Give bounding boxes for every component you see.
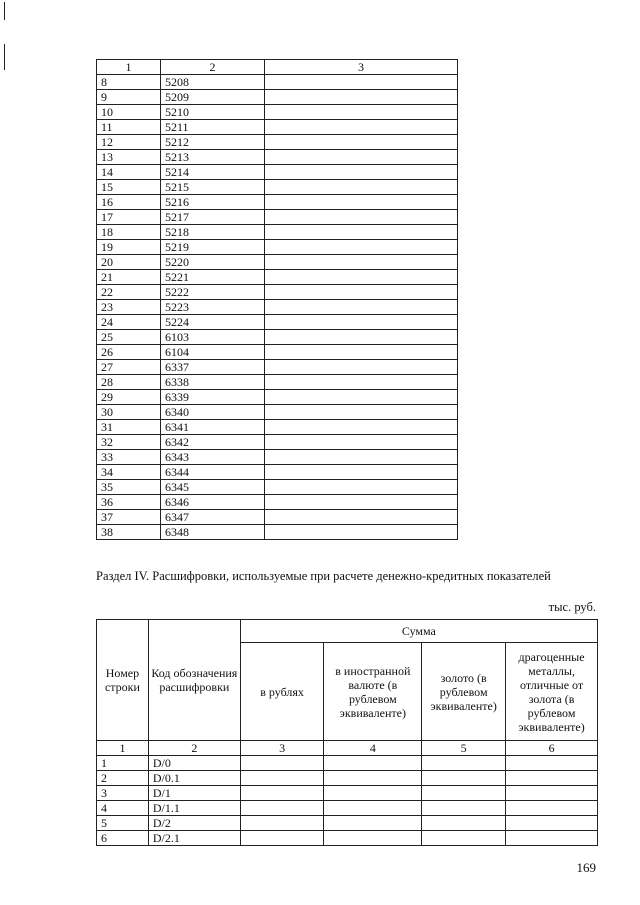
row-number: 2: [97, 771, 149, 786]
table-row: [97, 375, 458, 390]
table-row: [97, 300, 458, 315]
table-row: [97, 345, 458, 360]
codes-header-col-1: 1: [97, 60, 161, 75]
table-row: [97, 525, 458, 540]
table-row: [97, 360, 458, 375]
table-row: [97, 180, 458, 195]
row-value: [265, 135, 458, 150]
row-value: [265, 525, 458, 540]
row-number: 36: [97, 495, 161, 510]
row-number: 32: [97, 435, 161, 450]
row-value: [265, 240, 458, 255]
row-number: 9: [97, 90, 161, 105]
table-row: [97, 210, 458, 225]
row-value: [265, 360, 458, 375]
col-number-5: 5: [422, 741, 506, 756]
row-number: 14: [97, 165, 161, 180]
row-value: [265, 165, 458, 180]
row-number: 29: [97, 390, 161, 405]
sum-metals: [506, 771, 598, 786]
row-value: [265, 480, 458, 495]
row-code: 6104: [161, 345, 265, 360]
row-value: [265, 120, 458, 135]
sum-rub: [240, 771, 324, 786]
row-value: [265, 255, 458, 270]
row-number: 13: [97, 150, 161, 165]
header-sum: Сумма: [240, 620, 597, 643]
header-row-number: Номер строки: [97, 620, 149, 741]
row-code: D/0: [148, 756, 240, 771]
row-value: [265, 270, 458, 285]
row-code: 5220: [161, 255, 265, 270]
row-number: 5: [97, 816, 149, 831]
row-value: [265, 75, 458, 90]
row-value: [265, 195, 458, 210]
sum-fx: [324, 816, 422, 831]
table-row: [97, 315, 458, 330]
row-value: [265, 330, 458, 345]
sum-gold: [422, 831, 506, 846]
row-number: 12: [97, 135, 161, 150]
row-value: [265, 90, 458, 105]
decode-header-row-1: [97, 620, 598, 643]
col-number-3: 3: [240, 741, 324, 756]
table-row: [97, 831, 598, 846]
row-number: 21: [97, 270, 161, 285]
row-code: 6348: [161, 525, 265, 540]
scan-edge-mark: [4, 44, 5, 70]
table-row: [97, 225, 458, 240]
row-number: 34: [97, 465, 161, 480]
table-row: [97, 816, 598, 831]
sum-fx: [324, 771, 422, 786]
table-row: [97, 405, 458, 420]
row-code: 6340: [161, 405, 265, 420]
row-code: 5210: [161, 105, 265, 120]
table-row: [97, 480, 458, 495]
row-value: [265, 210, 458, 225]
units-label: тыс. руб.: [548, 600, 596, 614]
row-number: 28: [97, 375, 161, 390]
header-gold: золото (в рублевом эквиваленте): [422, 643, 506, 741]
sum-fx: [324, 786, 422, 801]
row-number: 22: [97, 285, 161, 300]
row-number: 37: [97, 510, 161, 525]
sum-gold: [422, 801, 506, 816]
row-number: 30: [97, 405, 161, 420]
sum-rub: [240, 816, 324, 831]
row-number: 31: [97, 420, 161, 435]
row-code: 5213: [161, 150, 265, 165]
sum-metals: [506, 816, 598, 831]
table-row: [97, 165, 458, 180]
row-code: 6344: [161, 465, 265, 480]
row-code: 6337: [161, 360, 265, 375]
table-row: [97, 465, 458, 480]
row-value: [265, 315, 458, 330]
table-row: [97, 150, 458, 165]
row-number: 38: [97, 525, 161, 540]
table-row: [97, 420, 458, 435]
row-code: 5215: [161, 180, 265, 195]
row-number: 18: [97, 225, 161, 240]
table-row: [97, 435, 458, 450]
sum-metals: [506, 756, 598, 771]
row-number: 35: [97, 480, 161, 495]
row-number: 16: [97, 195, 161, 210]
row-number: 24: [97, 315, 161, 330]
row-number: 11: [97, 120, 161, 135]
row-number: 6: [97, 831, 149, 846]
table-row: [97, 330, 458, 345]
row-code: 5224: [161, 315, 265, 330]
table-row: [97, 801, 598, 816]
table-row: [97, 390, 458, 405]
row-value: [265, 510, 458, 525]
row-code: 5209: [161, 90, 265, 105]
row-value: [265, 495, 458, 510]
row-code: D/1: [148, 786, 240, 801]
sum-gold: [422, 771, 506, 786]
decode-number-row: [97, 741, 598, 756]
row-number: 17: [97, 210, 161, 225]
row-value: [265, 465, 458, 480]
row-code: 6342: [161, 435, 265, 450]
codes-header-col-3: 3: [265, 60, 458, 75]
table-row: [97, 135, 458, 150]
row-value: [265, 390, 458, 405]
row-number: 20: [97, 255, 161, 270]
col-number-1: 1: [97, 741, 149, 756]
row-code: 6103: [161, 330, 265, 345]
row-value: [265, 105, 458, 120]
sum-rub: [240, 786, 324, 801]
table-row: [97, 120, 458, 135]
table-row: [97, 270, 458, 285]
row-code: 6345: [161, 480, 265, 495]
page-number: 169: [576, 860, 596, 875]
sum-fx: [324, 756, 422, 771]
sum-gold: [422, 756, 506, 771]
row-value: [265, 300, 458, 315]
table-row: [97, 105, 458, 120]
row-number: 27: [97, 360, 161, 375]
row-value: [265, 405, 458, 420]
row-code: 5217: [161, 210, 265, 225]
sum-rub: [240, 801, 324, 816]
sum-rub: [240, 831, 324, 846]
row-code: 5219: [161, 240, 265, 255]
table-row: [97, 255, 458, 270]
table-row: [97, 771, 598, 786]
col-number-4: 4: [324, 741, 422, 756]
table-row: [97, 756, 598, 771]
table-row: [97, 495, 458, 510]
row-code: 5208: [161, 75, 265, 90]
sum-rub: [240, 756, 324, 771]
row-value: [265, 450, 458, 465]
row-value: [265, 420, 458, 435]
table-row: [97, 75, 458, 90]
table-row: [97, 510, 458, 525]
row-number: 8: [97, 75, 161, 90]
row-code: 5221: [161, 270, 265, 285]
row-value: [265, 180, 458, 195]
row-value: [265, 285, 458, 300]
row-number: 1: [97, 756, 149, 771]
row-value: [265, 225, 458, 240]
row-number: 15: [97, 180, 161, 195]
section-title: Раздел IV. Расшифровки, используемые при расчете денежно-кредитных показателей: [96, 569, 551, 583]
row-number: 26: [97, 345, 161, 360]
row-code: 5222: [161, 285, 265, 300]
header-code: Код обозначения расшифровки: [148, 620, 240, 741]
row-number: 23: [97, 300, 161, 315]
row-code: 6339: [161, 390, 265, 405]
row-code: D/0.1: [148, 771, 240, 786]
row-value: [265, 345, 458, 360]
row-value: [265, 150, 458, 165]
row-code: D/1.1: [148, 801, 240, 816]
header-fx: в иностранной валюте (в рублевом эквиваленте): [324, 643, 422, 741]
row-number: 33: [97, 450, 161, 465]
table-row: [97, 285, 458, 300]
row-number: 4: [97, 801, 149, 816]
sum-metals: [506, 786, 598, 801]
row-code: 6343: [161, 450, 265, 465]
row-code: 6347: [161, 510, 265, 525]
row-code: 6346: [161, 495, 265, 510]
scan-edge-mark: [4, 2, 5, 20]
row-code: D/2.1: [148, 831, 240, 846]
row-code: 5216: [161, 195, 265, 210]
row-code: 5223: [161, 300, 265, 315]
sum-fx: [324, 801, 422, 816]
sum-metals: [506, 801, 598, 816]
sum-gold: [422, 816, 506, 831]
row-code: 5218: [161, 225, 265, 240]
codes-header-col-2: 2: [161, 60, 265, 75]
row-code: D/2: [148, 816, 240, 831]
table-row: [97, 195, 458, 210]
row-value: [265, 375, 458, 390]
row-number: 19: [97, 240, 161, 255]
col-number-6: 6: [506, 741, 598, 756]
row-number: 10: [97, 105, 161, 120]
row-code: 6338: [161, 375, 265, 390]
table-row: [97, 240, 458, 255]
table-row: [97, 450, 458, 465]
header-rub: в рублях: [240, 643, 324, 741]
decode-table: [96, 619, 598, 846]
row-code: 5211: [161, 120, 265, 135]
row-number: 3: [97, 786, 149, 801]
row-code: 5212: [161, 135, 265, 150]
col-number-2: 2: [148, 741, 240, 756]
sum-fx: [324, 831, 422, 846]
row-code: 6341: [161, 420, 265, 435]
row-value: [265, 435, 458, 450]
header-metals: драгоценные металлы, отличные от золота (в рублевом эквиваленте): [506, 643, 598, 741]
codes-table-header-row: [97, 60, 458, 75]
sum-metals: [506, 831, 598, 846]
sum-gold: [422, 786, 506, 801]
codes-table: [96, 59, 458, 540]
table-row: [97, 786, 598, 801]
row-number: 25: [97, 330, 161, 345]
table-row: [97, 90, 458, 105]
row-code: 5214: [161, 165, 265, 180]
